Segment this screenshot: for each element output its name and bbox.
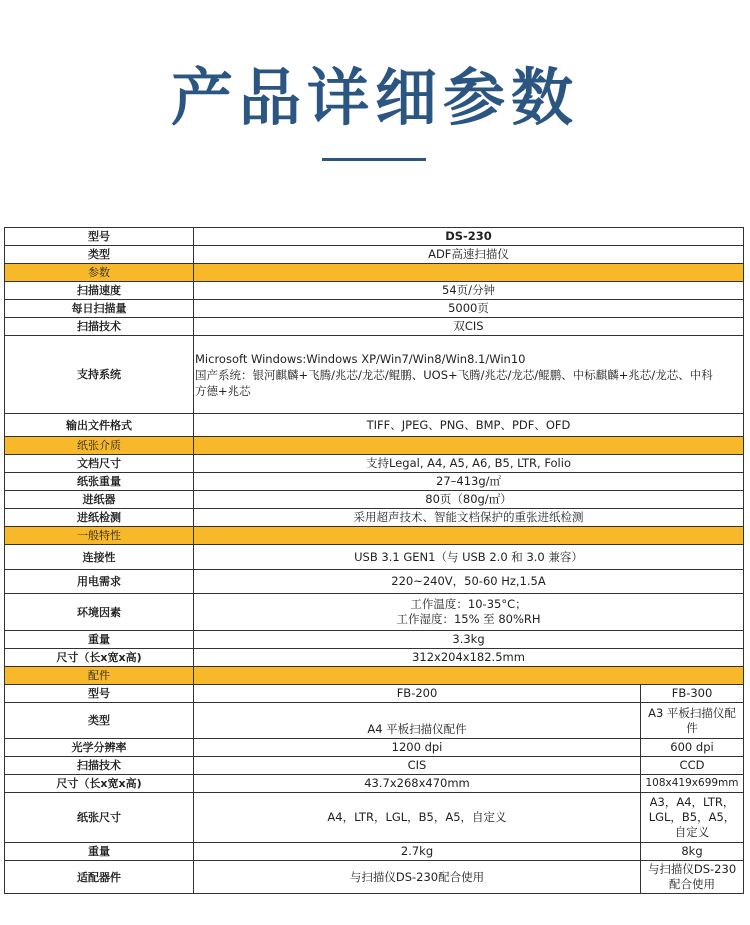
fb300-value: 600 dpi (641, 739, 744, 757)
table-row (5, 491, 744, 509)
spec-table (4, 227, 743, 894)
fb300-value: 与扫描仪DS-230配合使用 (641, 861, 744, 894)
row-label: 重量 (5, 631, 194, 649)
row-value: DS-230 (194, 228, 744, 246)
table-row (5, 473, 744, 491)
fb200-value: 2.7kg (194, 843, 641, 861)
table-row (5, 300, 744, 318)
table-row (5, 594, 744, 631)
table-row (5, 843, 744, 861)
section-header (5, 437, 744, 455)
section-label: 一般特性 (5, 527, 194, 545)
row-label: 进纸器 (5, 491, 194, 509)
row-label: 扫描技术 (5, 318, 194, 336)
fb200-value: 43.7x268x470mm (194, 775, 641, 793)
row-value: 双CIS (194, 318, 744, 336)
row-label: 纸张重量 (5, 473, 194, 491)
row-value: 3.3kg (194, 631, 744, 649)
table-row (5, 775, 744, 793)
fb200-value: FB-200 (194, 685, 641, 703)
section-header (5, 667, 744, 685)
row-value (194, 336, 744, 414)
os-line: Microsoft Windows:Windows XP/Win7/Win8/Win8.1/Win10 (195, 351, 526, 366)
row-label: 进纸检测 (5, 509, 194, 527)
table-row (5, 793, 744, 843)
table-row (5, 282, 744, 300)
table-row (5, 455, 744, 473)
fb300-value: A3 平板扫描仪配件 (641, 703, 744, 739)
fb200-value: 1200 dpi (194, 739, 641, 757)
row-label: 文档尺寸 (5, 455, 194, 473)
row-label: 重量 (5, 843, 194, 861)
table-row (5, 570, 744, 594)
table-row (5, 631, 744, 649)
table-row (5, 246, 744, 264)
fb300-value: A3，A4，LTR，LGL，B5，A5，自定义 (641, 793, 744, 843)
fb200-value: 与扫描仪DS-230配合使用 (194, 861, 641, 894)
env-line: 工作温度：10-35°C； (410, 597, 527, 611)
row-value: 5000页 (194, 300, 744, 318)
section-label: 配件 (5, 667, 194, 685)
section-label: 参数 (5, 264, 194, 282)
table-row (5, 228, 744, 246)
table-row (5, 414, 744, 437)
row-label: 型号 (5, 685, 194, 703)
row-value: ADF高速扫描仪 (194, 246, 744, 264)
row-label: 类型 (5, 703, 194, 739)
row-value: 支持Legal, A4, A5, A6, B5, LTR, Folio (194, 455, 744, 473)
row-label: 纸张尺寸 (5, 793, 194, 843)
env-line: 工作湿度：15% 至 80%RH (396, 612, 541, 626)
row-label: 扫描技术 (5, 757, 194, 775)
row-label: 适配器件 (5, 861, 194, 894)
row-label: 扫描速度 (5, 282, 194, 300)
table-row (5, 509, 744, 527)
row-value: 54页/分钟 (194, 282, 744, 300)
table-row (5, 685, 744, 703)
fb300-value: FB-300 (641, 685, 744, 703)
row-value: USB 3.1 GEN1（与 USB 2.0 和 3.0 兼容） (194, 545, 744, 570)
section-label: 纸张介质 (5, 437, 194, 455)
row-label: 光学分辨率 (5, 739, 194, 757)
row-label: 连接性 (5, 545, 194, 570)
fb300-value: CCD (641, 757, 744, 775)
fb200-value: CIS (194, 757, 641, 775)
row-value: 27–413g/㎡ (194, 473, 744, 491)
fb200-value: A4，LTR，LGL，B5，A5，自定义 (194, 793, 641, 843)
fb300-value: 108x419x699mm (641, 775, 744, 793)
title-underline (322, 158, 426, 161)
row-value: 80页（80g/㎡） (194, 491, 744, 509)
row-value: 220~240V，50-60 Hz,1.5A (194, 570, 744, 594)
row-label: 类型 (5, 246, 194, 264)
fb200-value: A4 平板扫描仪配件 (194, 703, 641, 739)
row-label: 尺寸（长x宽x高) (5, 775, 194, 793)
row-label: 环境因素 (5, 594, 194, 631)
row-value (194, 594, 744, 631)
row-value: 312x204x182.5mm (194, 649, 744, 667)
table-row (5, 318, 744, 336)
table-row (5, 703, 744, 739)
row-label: 型号 (5, 228, 194, 246)
row-value: 采用超声技术、智能文档保护的重张进纸检测 (194, 509, 744, 527)
table-row (5, 757, 744, 775)
table-row (5, 861, 744, 894)
table-row (5, 649, 744, 667)
page-title: 产品详细参数 (170, 61, 579, 134)
table-row (5, 336, 744, 414)
row-value: TIFF、JPEG、PNG、BMP、PDF、OFD (194, 414, 744, 437)
section-header (5, 264, 744, 282)
table-row (5, 739, 744, 757)
section-header (5, 527, 744, 545)
os-line: 方德+兆芯 (195, 383, 251, 398)
table-row (5, 545, 744, 570)
row-label: 支持系统 (5, 336, 194, 414)
row-label: 用电需求 (5, 570, 194, 594)
row-label: 每日扫描量 (5, 300, 194, 318)
fb300-value: 8kg (641, 843, 744, 861)
row-label: 输出文件格式 (5, 414, 194, 437)
os-line: 国产系统：银河麒麟+飞腾/兆芯/龙芯/鲲鹏、UOS+飞腾/兆芯/龙芯/鲲鹏、中标麒麟+兆芯/龙芯、中科 (195, 367, 713, 382)
row-label: 尺寸（长x宽x高) (5, 649, 194, 667)
